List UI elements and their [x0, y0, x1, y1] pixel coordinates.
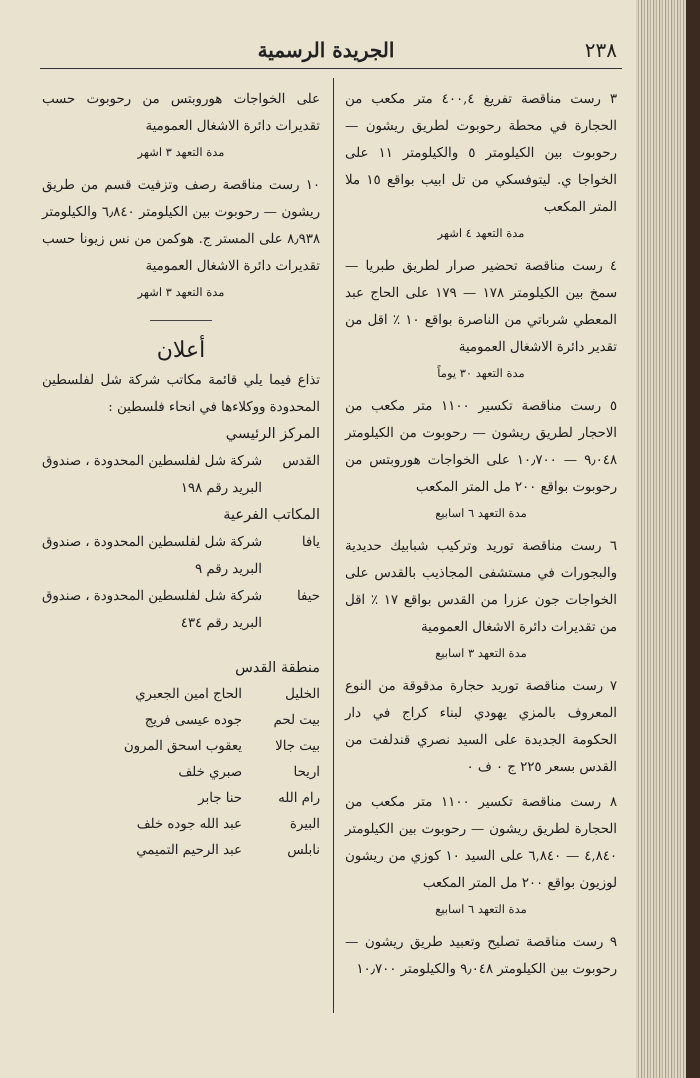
agent-city: نابلس — [287, 843, 320, 858]
agent-city: البيرة — [289, 817, 320, 832]
agent-name: يعقوب اسحق المرون — [123, 739, 242, 754]
agent-city: اريحا — [293, 765, 320, 780]
agent-city: الخليل — [285, 687, 320, 702]
column-divider — [333, 78, 334, 1013]
tender-10-duration: مدة التعهد ٣ اشهر — [137, 285, 225, 299]
office-city: القدس — [282, 454, 320, 469]
agent-city: بيت جالا — [275, 739, 320, 754]
tender-8-duration: مدة التعهد ٦ اسابيع — [435, 902, 527, 916]
office-city: حيفا — [296, 589, 320, 604]
tender-10: ١٠ رست مناقصة رصف وتزفيت قسم من طريق ريشون — رحوبوت بين الكيلومتر ٦٫٨٤٠ والكيلومتر ٨٫٩٣٨ على المستر ج. هوكمن من نس زيونا حسب تقديرات دائرة الاشغال العمومية — [42, 178, 321, 274]
agent-name: جوده عيسى فريج — [144, 713, 242, 728]
tender-3-duration: مدة التعهد ٤ اشهر — [437, 226, 525, 240]
agent-name: صبري خلف — [178, 765, 242, 780]
agent-name: الحاج امين الجعبري — [135, 687, 242, 702]
section-separator — [150, 320, 212, 321]
agent-city: رام الله — [278, 791, 320, 806]
head-office-entry — [42, 448, 320, 502]
agent-name: حنا جابر — [198, 791, 242, 806]
office-address: شركة شل لفلسطين المحدودة ، صندوق البريد رقم ١٩٨ — [42, 454, 262, 496]
agent-row — [42, 734, 320, 760]
right-column — [345, 86, 617, 983]
tender-9-duration: مدة التعهد ٣ اشهر — [137, 145, 225, 159]
office-address: شركة شل لفلسطين المحدودة ، صندوق البريد رقم ٤٣٤ — [42, 589, 262, 631]
tender-7: ٧ رست مناقصة توريد حجارة مدقوقة من النوع المعروف بالمزي يهودي لبناء كراج في دار الحكومة الجديدة على السيد نصري قندلفت من القدس بسعر ٢٢٥ ج ٠ ف ٠ — [345, 679, 617, 775]
tender-9: ٩ رست مناقصة تصليح وتعبيد طريق ريشون — رحوبوت بين الكيلومتر ٩٫٠٤٨ والكيلومتر ١٠٫٧٠٠ — [345, 935, 617, 977]
agent-row — [42, 682, 320, 708]
agent-name: عبد الرحيم التميمي — [136, 843, 242, 858]
office-city: يافا — [301, 535, 320, 550]
tender-6-duration: مدة التعهد ٣ اسابيع — [435, 646, 527, 660]
agent-row — [42, 786, 320, 812]
page-number: ٢٣٨ — [584, 38, 617, 62]
office-address: شركة شل لفلسطين المحدودة ، صندوق البريد رقم ٩ — [42, 535, 262, 577]
tender-3: ٣ رست مناقصة تفريغ ٤٠٠,٤ متر مكعب من الحجارة في محطة رحوبوت لطريق ريشون — رحوبوت بين الكيلومتر ٥ والكيلومتر ١١ على الخواجا ي. ليتوفسكي من تل ابيب بواقع ١٥ ملا المتر المكعب — [345, 92, 617, 215]
tender-5: ٥ رست مناقصة تكسير ١١٠٠ متر مكعب من الاحجار لطريق ريشون — رحوبوت من الكيلومتر ٩٫٠٤٨ — ١٠٫٧٠٠ على الخواجات هوروبتس من رحوبوت بواقع ٢٠٠ مل المتر المكعب — [345, 399, 617, 495]
tender-9-continuation: على الخواجات هوروبتس من رحوبوت حسب تقديرات دائرة الاشغال العمومية — [42, 92, 320, 134]
gazette-title: الجريدة الرسمية — [257, 38, 395, 62]
left-column — [42, 86, 320, 864]
agent-row — [42, 812, 320, 838]
tender-6: ٦ رست مناقصة توريد وتركيب شبابيك حديدية والبجورات في مستشفى المجاذيب بالقدس على الخواجات جون عزرا من القدس بواقع ١٧ ٪ اقل من تقديرات دائرة الاشغال العمومية — [345, 539, 617, 635]
head-office-heading: المركز الرئيسي — [225, 426, 320, 442]
region-heading: منطقة القدس — [235, 660, 320, 676]
branch-entry — [42, 583, 320, 637]
agent-row — [42, 838, 320, 864]
agent-row — [42, 760, 320, 786]
announcement-title: أعلان — [156, 338, 206, 363]
tender-4-duration: مدة التعهد ٣٠ يوماً — [437, 366, 525, 380]
agent-city: بيت لحم — [273, 713, 320, 728]
tender-8: ٨ رست مناقصة تكسير ١١٠٠ متر مكعب من الحجارة لطريق ريشون — رحوبوت بين الكيلومتر ٤,٨٤٠ — ٦,٨٤٠ على السيد ١٠ كوزي من ريشون لوزيون بواقع ٢٠٠ مل المتر المكعب — [345, 795, 618, 891]
book-page-edges — [636, 0, 700, 1078]
agent-name: عبد الله جوده خلف — [136, 817, 242, 832]
tender-5-duration: مدة التعهد ٦ اسابيع — [435, 506, 527, 520]
agent-row — [42, 708, 320, 734]
announcement-intro: تذاع فيما يلي قائمة مكاتب شركة شل لفلسطين المحدودة ووكلاءها في انحاء فلسطين : — [42, 373, 320, 415]
header-rule — [40, 68, 622, 69]
branches-heading: المكاتب الفرعية — [223, 507, 320, 523]
branch-entry — [42, 529, 320, 583]
tender-4: ٤ رست مناقصة تحضير صرار لطريق طبريا — سمخ بين الكيلومتر ١٧٨ — ١٧٩ على الحاج عبد المعطي شرباتي من الناصرة بواقع ١٠ ٪ اقل من تقدير دائرة الاشغال العمومية — [345, 259, 618, 355]
